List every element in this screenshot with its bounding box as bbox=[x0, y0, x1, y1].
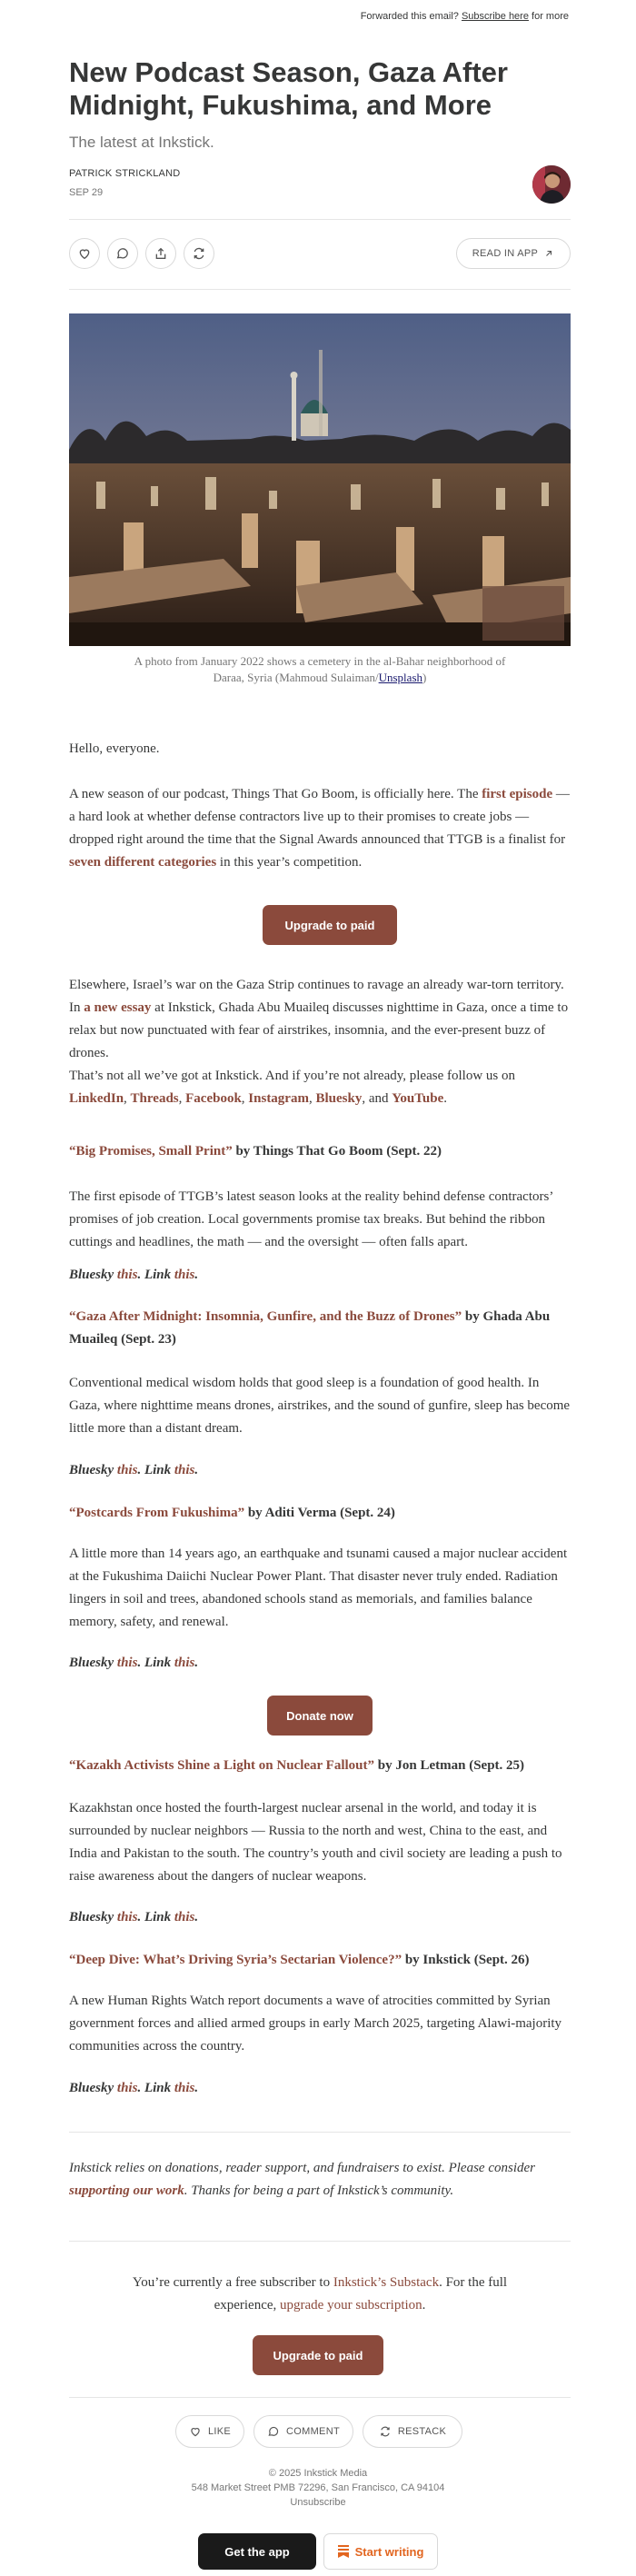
item-heading: “Postcards From Fukushima” by Aditi Verma (Sept. 24) bbox=[69, 1506, 395, 1520]
post-date: SEP 29 bbox=[69, 187, 104, 198]
item-heading: “Big Promises, Small Print” by Things That Go Boom (Sept. 22) bbox=[69, 1144, 442, 1159]
item-heading: “Deep Dive: What’s Driving Syria’s Sectarian Violence?” by Inkstick (Sept. 26) bbox=[69, 1953, 530, 1967]
divider bbox=[69, 219, 571, 220]
item-description: Conventional medical wisdom holds that good sleep is a foundation of good health. In Gaza, where nighttime means drones, airstrikes, and the sound of gunfire, sleep has become little more than a distant dream. bbox=[69, 1376, 571, 1436]
item-heading: “Gaza After Midnight: Insomnia, Gunfire, and the Buzz of Drones” by Ghada Abu Muaileq (Sept. 23) bbox=[69, 1309, 551, 1347]
support-link[interactable]: supporting our work bbox=[69, 2183, 184, 2198]
comment-pill[interactable]: COMMENT bbox=[253, 2415, 353, 2448]
link-this-link[interactable]: this bbox=[174, 1268, 195, 1282]
unsplash-link[interactable]: Unsplash bbox=[378, 671, 422, 684]
restack-pill[interactable]: RESTACK bbox=[363, 2415, 462, 2448]
post-title[interactable]: New Podcast Season, Gaza After Midnight, Fukushima, and More bbox=[69, 56, 508, 121]
item-links: Bluesky this. Link this. bbox=[69, 1463, 199, 1477]
item-title-link[interactable]: “Deep Dive: What’s Driving Syria’s Sectarian Violence?” bbox=[69, 1953, 402, 1967]
intro-paragraph: A new season of our podcast, Things That Go Boom, is officially here. The first episode — a hard look at whether defense contractors live up to their promises to create jobs — dropped right around the time that the Signal Awards announced that TTGB is a finalist for seven different categories in this year’s competition. bbox=[69, 787, 570, 870]
item-links: Bluesky this. Link this. bbox=[69, 1268, 199, 1282]
heart-icon bbox=[77, 246, 92, 261]
item-links: Bluesky this. Link this. bbox=[69, 1656, 199, 1670]
substack-link[interactable]: Inkstick’s Substack bbox=[333, 2275, 440, 2290]
image-caption: A photo from January 2022 shows a cemetery in the al-Bahar neighborhood of Daraa, Syria (Mahmoud Sulaiman/Unsplash) bbox=[134, 654, 506, 684]
greeting: Hello, everyone. bbox=[69, 741, 160, 756]
author-name[interactable]: PATRICK STRICKLAND bbox=[69, 168, 181, 179]
bluesky-this-link[interactable]: this bbox=[116, 1910, 138, 1925]
divider bbox=[69, 289, 571, 290]
restack-button[interactable] bbox=[184, 238, 214, 269]
item-description: The first episode of TTGB’s latest season looks at the reality behind defense contractors’ promises of job creation. Local governments promise tax breaks. But behind the ribbon cuttings and headlines, the math — and the oversight — often falls apart. bbox=[69, 1189, 553, 1249]
substack-logo-icon bbox=[338, 2545, 349, 2558]
share-button[interactable] bbox=[145, 238, 176, 269]
restack-icon bbox=[379, 2425, 392, 2438]
comment-button[interactable] bbox=[107, 238, 138, 269]
link-this-link[interactable]: this bbox=[174, 2081, 195, 2095]
copyright: © 2025 Inkstick Media bbox=[268, 2468, 368, 2479]
item-title-link[interactable]: “Postcards From Fukushima” bbox=[69, 1506, 245, 1520]
bluesky-link[interactable]: Bluesky bbox=[315, 1091, 363, 1106]
item-title-link[interactable]: “Kazakh Activists Shine a Light on Nuclear Fallout” bbox=[69, 1758, 375, 1773]
restack-icon bbox=[192, 246, 206, 261]
item-description: Kazakhstan once hosted the fourth-largest nuclear arsenal in the world, and today it is surrounded by nuclear neighbors — Russia to the north and west, China to the east, and India and Pakistan to the south. The country’s youth and civil society are leading a push to raise awareness about the dangers of nuclear weapons. bbox=[69, 1801, 562, 1884]
get-app-button[interactable]: Get the app bbox=[198, 2533, 316, 2570]
divider bbox=[69, 2241, 571, 2242]
like-pill[interactable]: LIKE bbox=[175, 2415, 244, 2448]
item-description: A new Human Rights Watch report documents a wave of atrocities committed by Syrian government forces and allied armed groups in early March 2025, targeting Alawi-majority communities across the country. bbox=[69, 1994, 562, 2054]
subscribe-link[interactable]: Subscribe here bbox=[461, 11, 529, 22]
upgrade-button-footer[interactable]: Upgrade to paid bbox=[253, 2335, 383, 2375]
bluesky-this-link[interactable]: this bbox=[116, 1268, 138, 1282]
forward-notice: Forwarded this email? Subscribe here for more bbox=[360, 11, 569, 22]
link-this-link[interactable]: this bbox=[174, 1910, 195, 1925]
gaza-paragraph: Elsewhere, Israel’s war on the Gaza Strip continues to ravage an already war-torn territory. In a new essay at Inkstick, Ghada Abu Muaileq discusses nighttime in Gaza, once a time to relax but now punctuated with fear of airstrikes, insomnia, and the ever-present buzz of drones. bbox=[69, 978, 569, 1060]
heart-icon bbox=[189, 2425, 202, 2438]
like-button[interactable] bbox=[69, 238, 100, 269]
youtube-link[interactable]: YouTube bbox=[392, 1091, 444, 1106]
item-description: A little more than 14 years ago, an earthquake and tsunami caused a major nuclear accident at the Fukushima Daiichi Nuclear Power Plant. That disaster never truly ended. Radiation lingers in soil and trees, abandoned schools stand as memorials, and families balance memory, safety, and renewal. bbox=[69, 1547, 568, 1629]
bluesky-this-link[interactable]: this bbox=[116, 2081, 138, 2095]
arrow-up-right-icon bbox=[543, 248, 554, 259]
donate-button[interactable]: Donate now bbox=[267, 1696, 373, 1736]
read-in-app-button[interactable]: READ IN APP bbox=[456, 238, 571, 269]
hero-image[interactable] bbox=[69, 313, 571, 646]
upgrade-button[interactable]: Upgrade to paid bbox=[263, 905, 397, 945]
comment-icon bbox=[267, 2425, 280, 2438]
comment-icon bbox=[115, 246, 130, 261]
unsubscribe-link[interactable]: Unsubscribe bbox=[290, 2497, 346, 2508]
item-links: Bluesky this. Link this. bbox=[69, 1910, 199, 1925]
first-episode-link[interactable]: first episode bbox=[482, 787, 553, 801]
linkedin-link[interactable]: LinkedIn bbox=[69, 1091, 124, 1106]
closing-note: Inkstick relies on donations, reader support, and fundraisers to exist. Please consider supporting our work. Thanks for being a part of Inkstick’s community. bbox=[69, 2161, 535, 2198]
new-essay-link[interactable]: a new essay bbox=[84, 1000, 152, 1015]
address: 548 Market Street PMB 72296, San Francisco, CA 94104 bbox=[191, 2482, 445, 2493]
post-subtitle: The latest at Inkstick. bbox=[69, 134, 214, 151]
author-avatar[interactable] bbox=[532, 165, 571, 204]
threads-link[interactable]: Threads bbox=[130, 1091, 179, 1106]
item-heading: “Kazakh Activists Shine a Light on Nuclear Fallout” by Jon Letman (Sept. 25) bbox=[69, 1758, 525, 1773]
facebook-link[interactable]: Facebook bbox=[185, 1091, 242, 1106]
upgrade-subscription-link[interactable]: upgrade your subscription bbox=[280, 2298, 422, 2312]
item-title-link[interactable]: “Big Promises, Small Print” bbox=[69, 1144, 233, 1159]
social-paragraph: That’s not all we’ve got at Inkstick. And if you’re not already, please follow us on LinkedIn, Threads, Facebook, Instagram, Bluesky, and YouTube. bbox=[69, 1069, 515, 1106]
footer bbox=[0, 2466, 636, 2510]
bluesky-this-link[interactable]: this bbox=[116, 1656, 138, 1670]
item-links: Bluesky this. Link this. bbox=[69, 2081, 199, 2095]
start-writing-button[interactable]: Start writing bbox=[323, 2533, 438, 2570]
divider bbox=[69, 2397, 571, 2398]
share-icon bbox=[154, 246, 168, 261]
link-this-link[interactable]: this bbox=[174, 1656, 195, 1670]
bluesky-this-link[interactable]: this bbox=[116, 1463, 138, 1477]
subscriber-notice: You’re currently a free subscriber to Inkstick’s Substack. For the full experience, upgrade your subscription. bbox=[132, 2275, 508, 2312]
item-title-link[interactable]: “Gaza After Midnight: Insomnia, Gunfire, and the Buzz of Drones” bbox=[69, 1309, 462, 1324]
divider bbox=[69, 2132, 571, 2133]
link-this-link[interactable]: this bbox=[174, 1463, 195, 1477]
instagram-link[interactable]: Instagram bbox=[248, 1091, 309, 1106]
seven-categories-link[interactable]: seven different categories bbox=[69, 855, 217, 870]
